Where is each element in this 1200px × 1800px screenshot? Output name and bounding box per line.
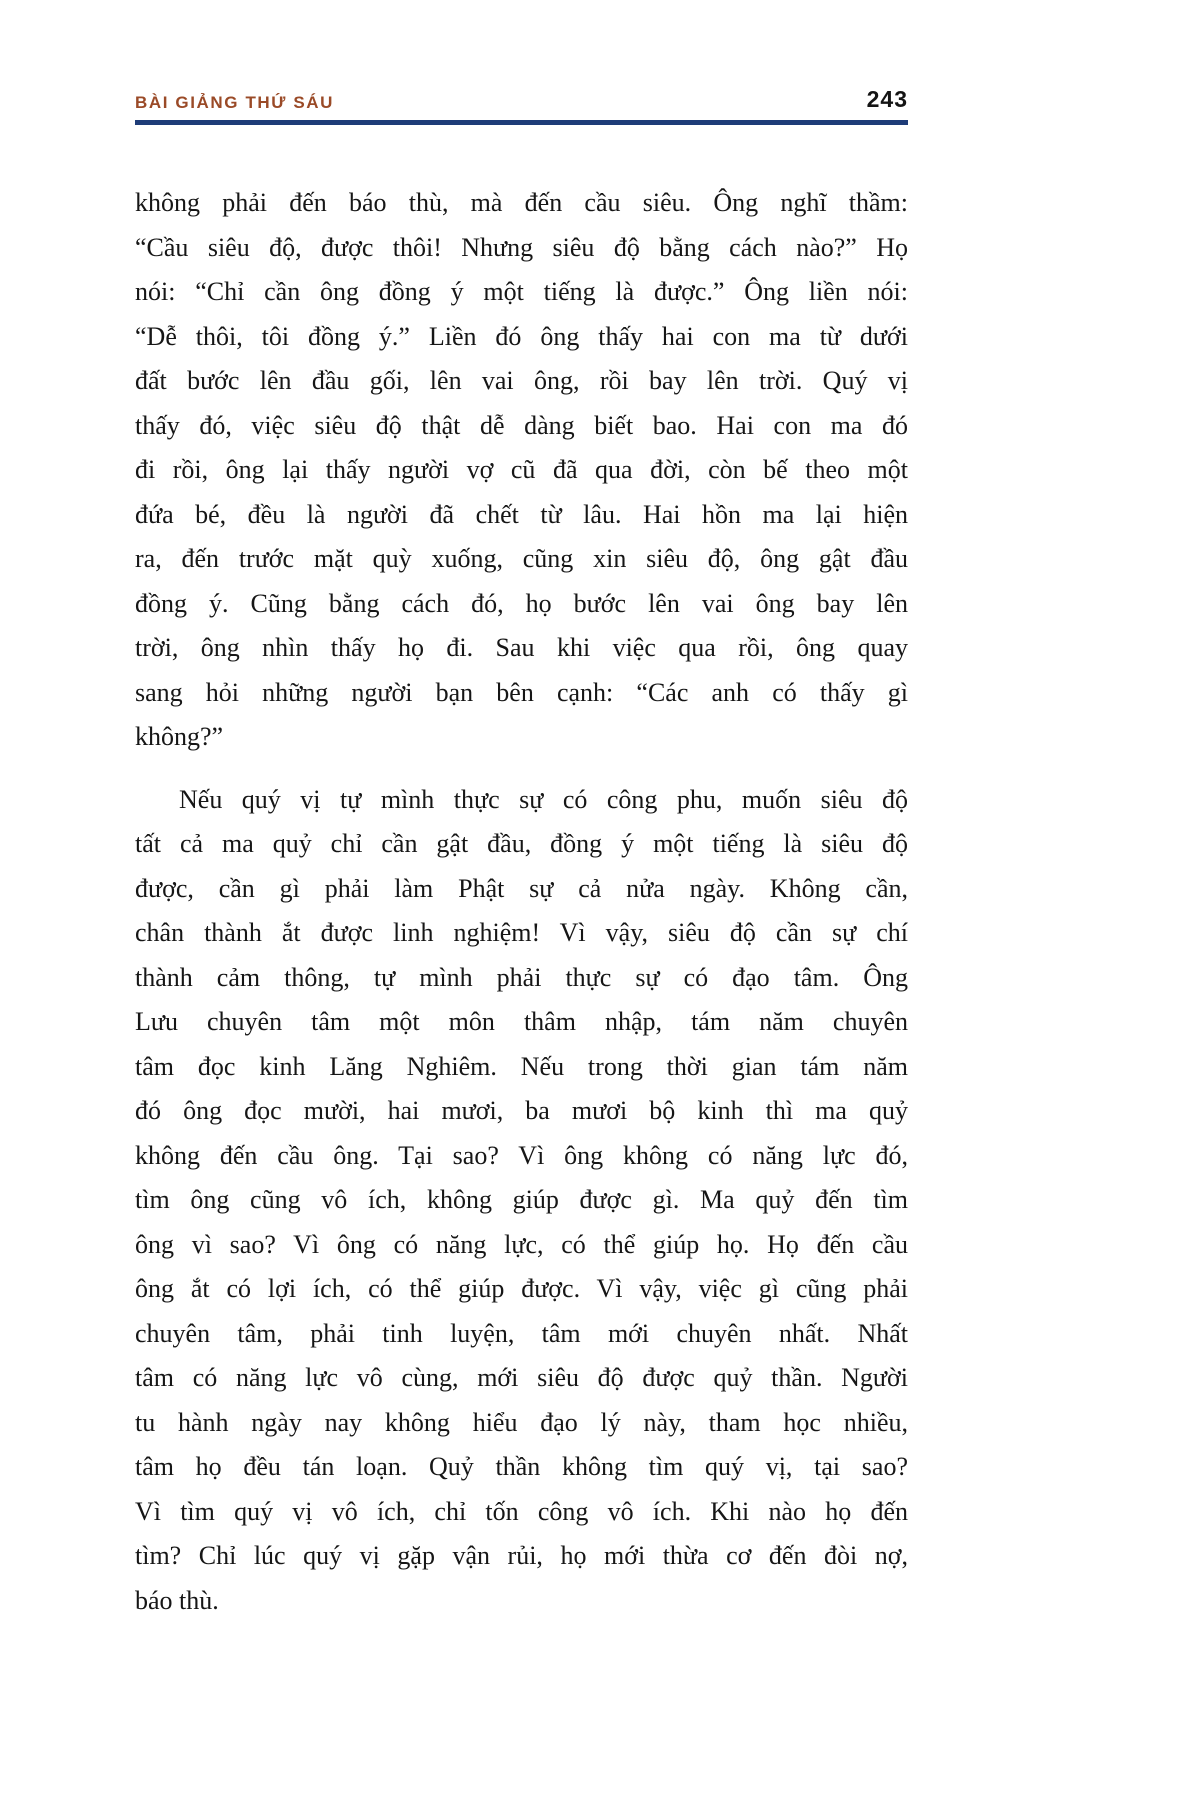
- text-line: ra, đến trước mặt quỳ xuống, cũng xin siêu độ, ông gật đầu: [135, 544, 908, 573]
- text-line: tâm có năng lực vô cùng, mới siêu độ được quỷ thần. Người: [135, 1363, 908, 1392]
- page-header: [135, 86, 908, 125]
- text-line: tìm ông cũng vô ích, không giúp được gì. Ma quỷ đến tìm: [135, 1185, 908, 1214]
- text-line: được, cần gì phải làm Phật sự cả nửa ngày. Không cần,: [135, 873, 908, 903]
- page-number: 243: [866, 86, 908, 112]
- text-line: thành cảm thông, tự mình phải thực sự có đạo tâm. Ông: [135, 962, 908, 992]
- text-line: chuyên tâm, phải tinh luyện, tâm mới chuyên nhất. Nhất: [135, 1318, 908, 1348]
- text-line: không phải đến báo thù, mà đến cầu siêu. Ông nghĩ thầm:: [135, 188, 908, 217]
- running-title: BÀI GIẢNG THỨ SÁU: [135, 93, 335, 112]
- text-line: tìm? Chỉ lúc quý vị gặp vận rủi, họ mới thừa cơ đến đòi nợ,: [135, 1541, 908, 1570]
- text-line: tâm đọc kinh Lăng Nghiêm. Nếu trong thời gian tám năm: [135, 1051, 908, 1081]
- text-line: Lưu chuyên tâm một môn thâm nhập, tám năm chuyên: [135, 1007, 908, 1036]
- text-line: nói: “Chỉ cần ông đồng ý một tiếng là được.” Ông liền nói:: [135, 277, 908, 306]
- paragraph: [135, 181, 908, 760]
- text-line: Nếu quý vị tự mình thực sự có công phu, muốn siêu độ: [179, 784, 908, 814]
- text-line: “Cầu siêu độ, được thôi! Nhưng siêu độ bằng cách nào?” Họ: [135, 232, 908, 262]
- text-line: báo thù.: [135, 1585, 219, 1615]
- header-rule: [135, 120, 908, 125]
- text-line: tất cả ma quỷ chỉ cần gật đầu, đồng ý một tiếng là siêu độ: [135, 829, 908, 858]
- text-line: đồng ý. Cũng bằng cách đó, họ bước lên vai ông bay lên: [135, 588, 908, 618]
- text-line: ông vì sao? Vì ông có năng lực, có thể giúp họ. Họ đến cầu: [135, 1229, 908, 1259]
- text-line: đứa bé, đều là người đã chết từ lâu. Hai hồn ma lại hiện: [135, 499, 908, 529]
- text-line: chân thành ắt được linh nghiệm! Vì vậy, siêu độ cần sự chí: [135, 918, 908, 947]
- text-line: sang hỏi những người bạn bên cạnh: “Các anh có thấy gì: [135, 677, 908, 707]
- paragraph: [135, 778, 908, 1624]
- text-line: không đến cầu ông. Tại sao? Vì ông không có năng lực đó,: [135, 1140, 908, 1170]
- text-line: thấy đó, việc siêu độ thật dễ dàng biết bao. Hai con ma đó: [135, 410, 908, 440]
- header-row: [135, 86, 908, 113]
- text-line: không?”: [135, 722, 224, 751]
- text-line: Vì tìm quý vị vô ích, chỉ tốn công vô ích. Khi nào họ đến: [135, 1496, 908, 1526]
- text-line: “Dễ thôi, tôi đồng ý.” Liền đó ông thấy hai con ma từ dưới: [135, 321, 908, 351]
- text-line: tu hành ngày nay không hiểu đạo lý này, tham học nhiều,: [135, 1407, 908, 1437]
- text-line: ông ắt có lợi ích, có thể giúp được. Vì vậy, việc gì cũng phải: [135, 1274, 908, 1303]
- text-line: đó ông đọc mười, hai mươi, ba mươi bộ kinh thì ma quỷ: [135, 1096, 908, 1125]
- body-text: [135, 181, 908, 1623]
- text-line: đất bước lên đầu gối, lên vai ông, rồi bay lên trời. Quý vị: [135, 366, 908, 395]
- text-line: trời, ông nhìn thấy họ đi. Sau khi việc qua rồi, ông quay: [135, 633, 908, 662]
- text-line: tâm họ đều tán loạn. Quỷ thần không tìm quý vị, tại sao?: [135, 1452, 908, 1481]
- text-line: đi rồi, ông lại thấy người vợ cũ đã qua đời, còn bế theo một: [135, 455, 908, 484]
